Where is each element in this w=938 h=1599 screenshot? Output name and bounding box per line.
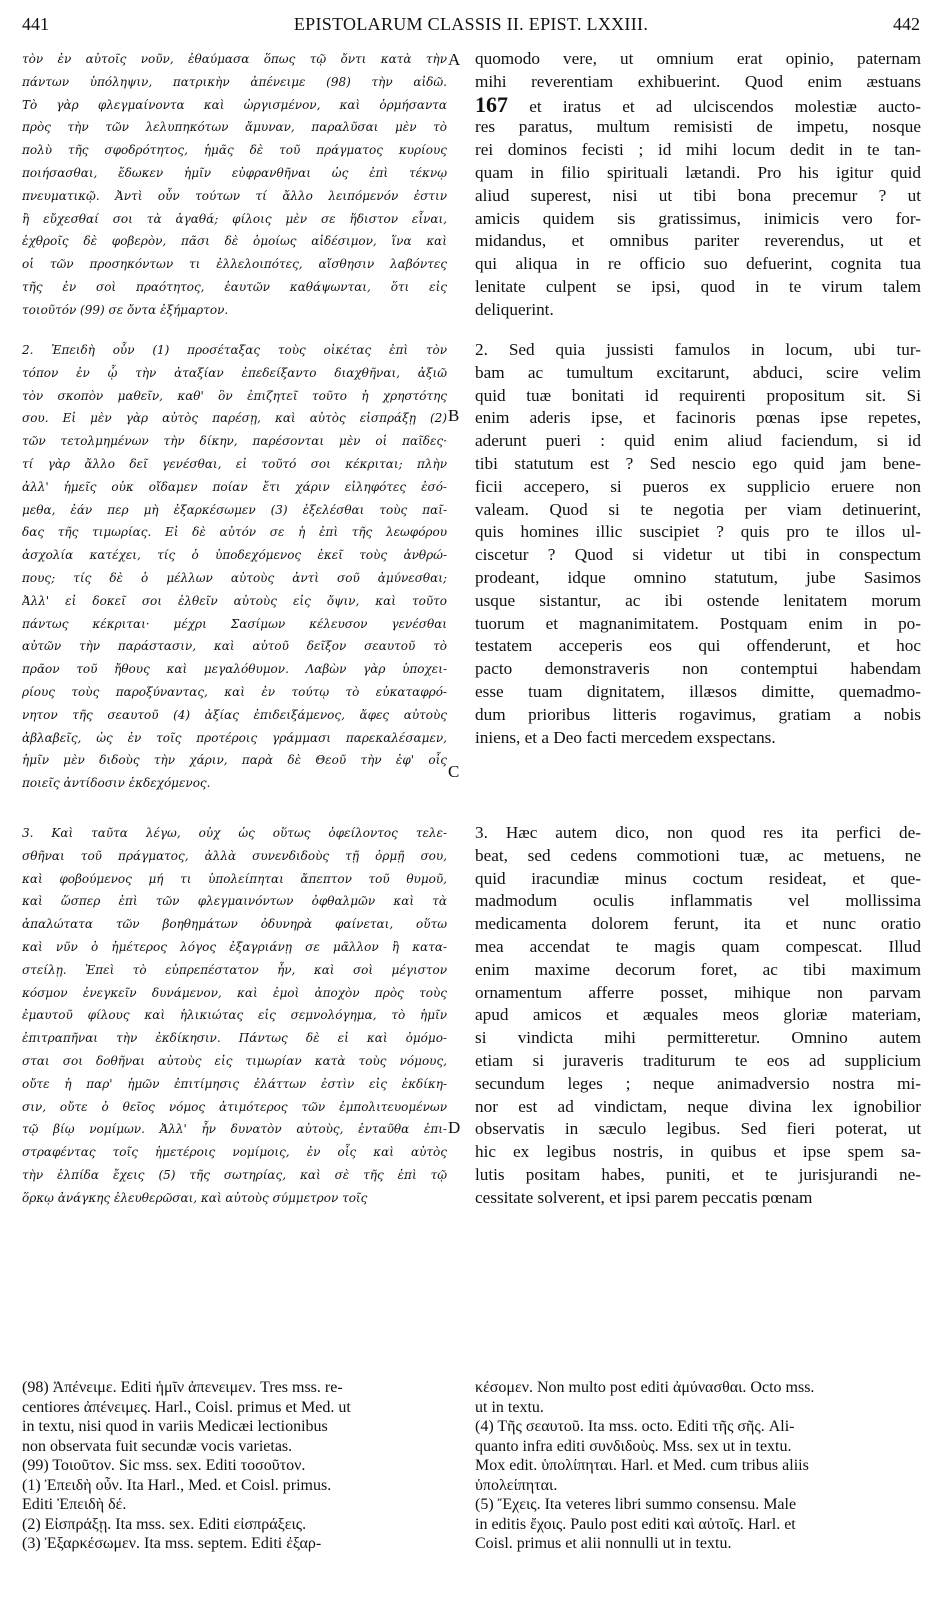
latin-line: esse tuam dignitatem, illæsos dimitte, quemadmo- — [475, 681, 921, 701]
footnote-line: (1) Ἐπειδὴ οὖν. Ita Harl., Med. et Coisl. primus. — [22, 1476, 332, 1494]
latin-line: mea accendat te magis quam compescat. Illud — [475, 936, 921, 956]
greek-line: πάντως κέκριται· μέχρι Σασίμων κέλευσον γενέσθαι — [22, 616, 447, 631]
latin-line: valeam. Quod si te negotia per viam detinuerint, — [475, 499, 921, 519]
greek-line: στραφέντας τοῖς ἡμετέροις νομίμοις, ἐν οἷς καὶ αὐτὸς — [22, 1145, 447, 1160]
greek-line: ἢ εὔχεσθαί σοι τὰ ἀγαθά; φίλοις μὲν σε ἥδιστον εἶναι, — [22, 211, 447, 226]
greek-paragraph-1 — [22, 48, 447, 322]
greek-line: σου. Εἰ μὲν γὰρ αὐτὸς παρέσῃ, καὶ αὐτὸς εἰσπράξῃ (2) — [22, 411, 447, 426]
greek-line: καὶ ὥσπερ ἐπὶ τῶν φλεγμαινόντων ὀφθαλμῶν καὶ τὰ — [22, 894, 447, 909]
footnote-line: (3) Ἐξαρκέσωμεν. Ita mss. septem. Editi ἐξαρ- — [22, 1535, 322, 1552]
latin-line: enim aderis ipse, et facinoris pœnas ipse repetes, — [475, 408, 921, 428]
column-number: 167 — [475, 93, 508, 117]
greek-line: Ἀλλ' εἰ δοκεῖ σοι ἐλθεῖν αὐτοὺς εἰς ὄψιν, καὶ τοῦτο — [22, 593, 447, 608]
footnotes-left — [22, 1378, 447, 1554]
latin-line: cessitate solverent, et ipsi parem peccatis pœnam — [475, 1187, 813, 1207]
latin-line: 3. Hæc autem dico, non quod res ita perfici de- — [475, 823, 921, 842]
latin-line: iniens, et a Deo facti mercedem exspectans. — [475, 727, 776, 747]
greek-line: ρίους τοὺς παροξύναντας, καὶ ἐν τούτῳ τὸ εὐκαταφρό- — [22, 684, 447, 699]
greek-line: ἁπαλώτατα τῶν βοηθημάτων ὀδυνηρὰ φαίνεται, οὕτω — [22, 917, 447, 932]
greek-line: ἀσχολία κατέχει, τίς ὁ ὑποδεχόμενος ἐκεῖ τοὺς ἀνθρώ- — [22, 548, 447, 563]
footnotes-right — [475, 1378, 921, 1554]
latin-line: si vindicta mihi permitteretur. Omnino autem — [475, 1028, 921, 1048]
greek-line: δας τῆς τιμωρίας. Εἰ δὲ αὐτόν σε ἡ ἐπὶ τῆς λεωφόρου — [22, 525, 447, 540]
latin-line: hic ex legibus nostris, in quibus et ipse spem sa- — [475, 1142, 921, 1162]
greek-line: σιν, οὔτε ὁ θεῖος νόμος ἀτιμότερος τῶν ἐμπολιτευομένων — [22, 1099, 447, 1114]
latin-line: aliud superest, nisi ut tibi bona precemur ? ut — [475, 185, 921, 205]
footnote-line: ut in textu. — [475, 1398, 544, 1416]
latin-line: medicamenta dolorem ferunt, ita et nunc oratio — [475, 914, 921, 934]
greek-line: μεθα, ἐάν περ μὴ ἐξαρκέσωμεν (3) ἐξελέσθαι τοὺς παῖ- — [22, 502, 447, 517]
greek-line: 3. Καὶ ταῦτα λέγω, οὐχ ὡς οὕτως ὀφείλοντος τελε- — [22, 826, 447, 840]
greek-line: πνευματικῷ. Ἀντὶ οὖν τούτων τί ἄλλο λειπόμενόν ἐστιν — [22, 188, 447, 203]
greek-line: ἀλλ' ἡμεῖς οὐκ οἴδαμεν ποίαν ἔτι χάριν εἰληφότες ἐσό- — [22, 479, 447, 494]
footnote-line: (5) Ἔχεις. Ita veteres libri summo consensu. Male — [475, 1496, 797, 1513]
latin-line: etiam si juraveris traditurum te eos ad supplicium — [475, 1050, 921, 1070]
footnote-line: κέσομεν. Non multo post editi ἀμύνασθαι. Octo mss. — [475, 1379, 815, 1396]
greek-line: ἐμαυτοῦ φίλους καὶ ἡλικιώτας εἰς σεμνολόγημα, τὸ ἡμῖν — [22, 1008, 447, 1023]
greek-line: πολὺ τῆς σφοδρότητος, ἡμᾶς δὲ τοῦ πράγματος κυρίους — [22, 143, 447, 158]
latin-line: beat, sed cedens commotioni tuæ, ac metuens, ne — [475, 845, 921, 865]
greek-line: στείλῃ. Ἐπεὶ τὸ εὐπρεπέστατον ἦν, καὶ σοὶ μέγιστον — [22, 962, 447, 977]
latin-line: deliquerint. — [475, 299, 554, 319]
greek-line: τὴν ἐλπίδα ἔχεις (5) τῆς σωτηρίας, καὶ σὲ τῆς ἐπὶ τῷ — [22, 1167, 447, 1182]
latin-line: testatem acceperis eos qui offenderunt, et hoc — [475, 636, 921, 656]
latin-line: observatis in sæculo legibus. Sed fieri poterat, ut — [475, 1119, 921, 1139]
greek-line: καὶ φοβούμενος μή τι ὑπολείπηται ἄπεπτον τοῦ θυμοῦ, — [22, 871, 447, 886]
latin-line: aderunt pueri : quid enim aliud faciendum, si id — [475, 431, 921, 451]
greek-line: νητον τῆς σεαυτοῦ (4) ἀξίας ἐπιδειξάμενος, ἄφες αὐτοὺς — [22, 707, 447, 722]
margin-letter-a: A — [448, 50, 461, 69]
greek-line: ποιήσασθαι, ἔδωκεν ἡμῖν εὐφρανθῆναι ὡς ἐπὶ τέκνῳ — [22, 165, 447, 180]
greek-line: τῆς ἐν σοὶ πραότητος, ἑαυτῶν καθάψωνται, ὅτι εἰς — [22, 279, 447, 294]
latin-line: tibi statutum est ? Sed nescio ego quid jam bene- — [475, 453, 921, 473]
footnote-line: non observata fuit secundæ vocis varietas. — [22, 1437, 293, 1455]
greek-line: αὐτῶν τὴν παράστασιν, καὶ αὐτοῦ δεῖξον σεαυτοῦ τὸ — [22, 639, 447, 654]
greek-line: τῶν τετολμημένων τὴν δίκην, παρέσονται μὲν οἱ παῖδες· — [22, 434, 447, 449]
footnote-line: in textu, nisi quod in variis Medicæi lectionibus — [22, 1418, 328, 1435]
footnote-line: (98) Ἀπένειμε. Editi ἡμῖν ἀπενειμεν. Tres mss. re- — [22, 1379, 343, 1396]
greek-line: πρὸς τὴν τῶν λελυπηκότων ἄμυναν, παραλῦσαι μὲν τὸ — [22, 120, 447, 135]
greek-line: σται σοι δοθῆναι αὐτοὺς εἰς τιμωρίαν κατὰ τοὺς νόμους, — [22, 1053, 447, 1068]
greek-line: Τὸ γὰρ φλεγμαίνοντα καὶ ὠργισμένον, καὶ ὁρμήσαντα — [22, 97, 447, 112]
greek-line: τί γὰρ ἄλλο δεῖ γενέσθαι, εἰ τοῦτό σοι κέκριται; πλὴν — [22, 456, 447, 471]
latin-line: ornamentum afferre posset, mihique non parvam — [475, 982, 921, 1002]
footnote-line: (99) Τοιοῦτον. Sic mss. sex. Editi τοσοῦτον. — [22, 1457, 306, 1474]
running-title: EPISTOLARUM CLASSIS II. EPIST. LXXIII. — [293, 14, 649, 34]
latin-paragraph-3 — [475, 822, 921, 1210]
footnote-line: centiores ἀπένειμες. Harl., Coisl. primus et Med. ut — [22, 1398, 351, 1416]
latin-line: mihi reverentiam exhibuerint. Quod enim æstuans — [475, 71, 921, 91]
latin-line: tuorum et magnanimitatem. Postquam enim in po- — [475, 613, 921, 633]
page-number-right: 442 — [893, 14, 920, 34]
margin-letter-c: C — [448, 762, 460, 781]
greek-line: καὶ νῦν ὁ ἡμέτερος λόγος ἐξαγριάνῃ σε μᾶλλον ἢ κατα- — [22, 939, 447, 954]
page-number-left: 441 — [22, 14, 49, 34]
footnote-line: quanto infra editi συνδιδοὺς. Mss. sex ut in textu. — [475, 1437, 792, 1455]
latin-line: pacto demonstraveris non contemptui habendam — [475, 659, 921, 679]
latin-line — [475, 94, 921, 117]
footnote-line: Mox edit. ὑπολίπηται. Harl. et Med. cum tribus aliis — [475, 1457, 809, 1474]
footnote-line: (2) Εἰσπράξῃ. Ita mss. sex. Editi εἰσπράξεις. — [22, 1515, 307, 1533]
greek-line: 2. Ἐπειδὴ οὖν (1) προσέταξας τοὺς οἰκέτας ἐπὶ τὸν — [22, 343, 447, 357]
latin-line: res paratus, multum remisisti de impetu, nosque — [475, 117, 921, 137]
latin-line: quid tuæ bonitati id requirenti propositum sit. Si — [475, 385, 921, 405]
greek-line: κόσμον ἐνεγκεῖν δυνάμενον, καὶ ἐμοὶ ἀποχὸν πρὸς τοὺς — [22, 985, 447, 1000]
latin-paragraph-1 — [475, 48, 921, 116]
greek-line: πάντων ὑπόληψιν, πατρικὴν ἀπένειμε (98) τὴν αἰδῶ. — [22, 74, 447, 89]
greek-line: ἀβλαβεῖς, ὡς ἐν τοῖς προτέροις γράμμασι παρεκαλέσαμεν, — [22, 730, 447, 745]
greek-paragraph-3 — [22, 822, 447, 1210]
greek-line: τὸν σκοπὸν μαθεῖν, καθ' ὃν ἐπιζητεῖ τοῦτο ἡ χρηστότης — [22, 388, 447, 403]
latin-line: lutis positam habes, puniti, et te jurisjurandi ne- — [475, 1164, 921, 1184]
greek-line: ἐπιτραπῆναι τὴν ἐκδίκησιν. Πάντως δὲ εἰ καὶ ὀμόμο- — [22, 1031, 447, 1046]
footnote-line: ὑπολείπηται. — [475, 1476, 558, 1494]
latin-line: ficii accepero, si pueros ex supplicio eruere non — [475, 476, 921, 496]
latin-line: amicis quidem sis gratissimus, inimicis vero for- — [475, 208, 921, 228]
greek-line: σθῆναι τοῦ πράγματος, ἀλλὰ συνενδιδοὺς τῇ ὁρμῇ σου, — [22, 848, 447, 863]
greek-line: οὔτε ἡ παρ' ἡμῶν ἐπιτίμησις ἐλάττων ἐστὶν εἰς ἐκδίκη- — [22, 1076, 447, 1091]
greek-line: πους; τίς δὲ ὁ μέλλων αὐτοὺς ἀντὶ σοῦ ἀμύνεσθαι; — [22, 570, 447, 585]
latin-line: secundum leges ; neque animadversio nostra mi- — [475, 1073, 921, 1093]
greek-line: τῷ βίῳ νομίμων. Ἀλλ' ἦν δυνατὸν αὐτοὺς, ἐνταῦθα ἐπι- — [22, 1122, 447, 1137]
latin-line: bam ac tumultum excitarunt, abduci, scire velim — [475, 362, 921, 382]
latin-line: lenitate culpent se ipsi, quod in te virum talem — [475, 276, 921, 296]
greek-paragraph-2 — [22, 339, 447, 795]
footnote-line: Editi Ἐπειδὴ δέ. — [22, 1496, 127, 1513]
latin-line: ciscetur ? Quod si videtur ut tibi in conspectum — [475, 545, 921, 565]
greek-line: ποιεῖς ἀντίδοσιν ἐκδεχόμενος. — [22, 776, 211, 791]
latin-line: apud amicos et æquales meos gloriæ materiam, — [475, 1005, 921, 1025]
footnote-line: in editis ἔχοις. Paulo post editi καὶ αὐτοῖς. Harl. et — [475, 1515, 796, 1533]
latin-line: usque sistantur, ac ibi ostende lenitatem morum — [475, 590, 921, 610]
greek-line: τοιοῦτόν (99) σε ὄντα ἐξήμαρτον. — [22, 302, 229, 317]
greek-line: οἱ τῶν προσηκόντων τι ἐλλελοιπότες, αἴσθησιν λαβόντες — [22, 257, 447, 272]
latin-line: midandus, et omnibus pariter reverendus, ut et — [475, 231, 921, 251]
latin-line: prodeant, idque omnino statutum, jube Sasimos — [475, 567, 921, 587]
latin-line: qui aliqua in re officio suo defuerint, cognita tua — [475, 254, 921, 274]
footnote-line: (4) Τῆς σεαυτοῦ. Ita mss. octo. Editi τῆς σῆς. Ali- — [475, 1418, 795, 1435]
latin-line: nor est ad vindictam, neque divina lex ignobilior — [475, 1096, 921, 1116]
greek-line: ἡμῖν μὲν διδοὺς τὴν χάριν, παρὰ δὲ Θεοῦ τὴν ἐφ' οἷς — [22, 753, 447, 768]
page-header — [22, 14, 920, 40]
latin-line: quomodo vere, ut omnium erat opinio, paternam — [475, 49, 921, 68]
latin-line: dum prioribus litteris rogavimus, gratiam a nobis — [475, 704, 921, 724]
greek-line: πρᾶον τοῦ ἤθους καὶ μεγαλόθυμον. Λαβὼν γὰρ ὑποχει- — [22, 662, 447, 677]
latin-paragraph-1-continued — [475, 116, 921, 321]
latin-paragraph-2 — [475, 339, 921, 749]
margin-letter-d: D — [448, 1118, 461, 1137]
greek-line: ὅρκῳ ἀνάγκης ἐλευθερῶσαι, καὶ αὐτοὺς σύμμετρον τοῖς — [22, 1190, 368, 1205]
latin-line: 2. Sed quia jussisti famulos in locum, ubi tur- — [475, 340, 921, 359]
latin-line: quid iracundiæ minus coctum resideat, et que- — [475, 868, 921, 888]
latin-line: quam in filio spirituali lætandi. Pro his igitur quid — [475, 162, 921, 182]
greek-line: τὸν ἐν αὐτοῖς νοῦν, ἐθαύμασα ὅπως τῷ ὄντι κατὰ τὴν — [22, 52, 447, 66]
greek-line: ἐχθροῖς δὲ φοβερὸν, πᾶσι δὲ ὁμοίως αἰδέσιμον, ἵνα καὶ — [22, 234, 447, 249]
margin-letter-b: B — [448, 406, 460, 425]
greek-line: τόπον ἐν ᾧ τὴν ἀταξίαν ἐπεδείξαντο διαχθῆναι, ἀξιῶ — [22, 365, 447, 380]
latin-line-text: et iratus et ad ulciscendos molestiæ aucto- — [529, 96, 921, 116]
latin-line: madmodum oculis inflammatis vel mollissima — [475, 891, 921, 911]
footnote-line: Coisl. primus et alii nonnulli ut in textu. — [475, 1535, 732, 1552]
latin-line: rei dominos fecisti ; id mihi locum dedit in te tan- — [475, 140, 921, 160]
latin-line: quis homines illic suscipiet ? quis pro te illos ul- — [475, 522, 921, 542]
latin-line: enim maxime decorum foret, ac tibi maximum — [475, 959, 921, 979]
